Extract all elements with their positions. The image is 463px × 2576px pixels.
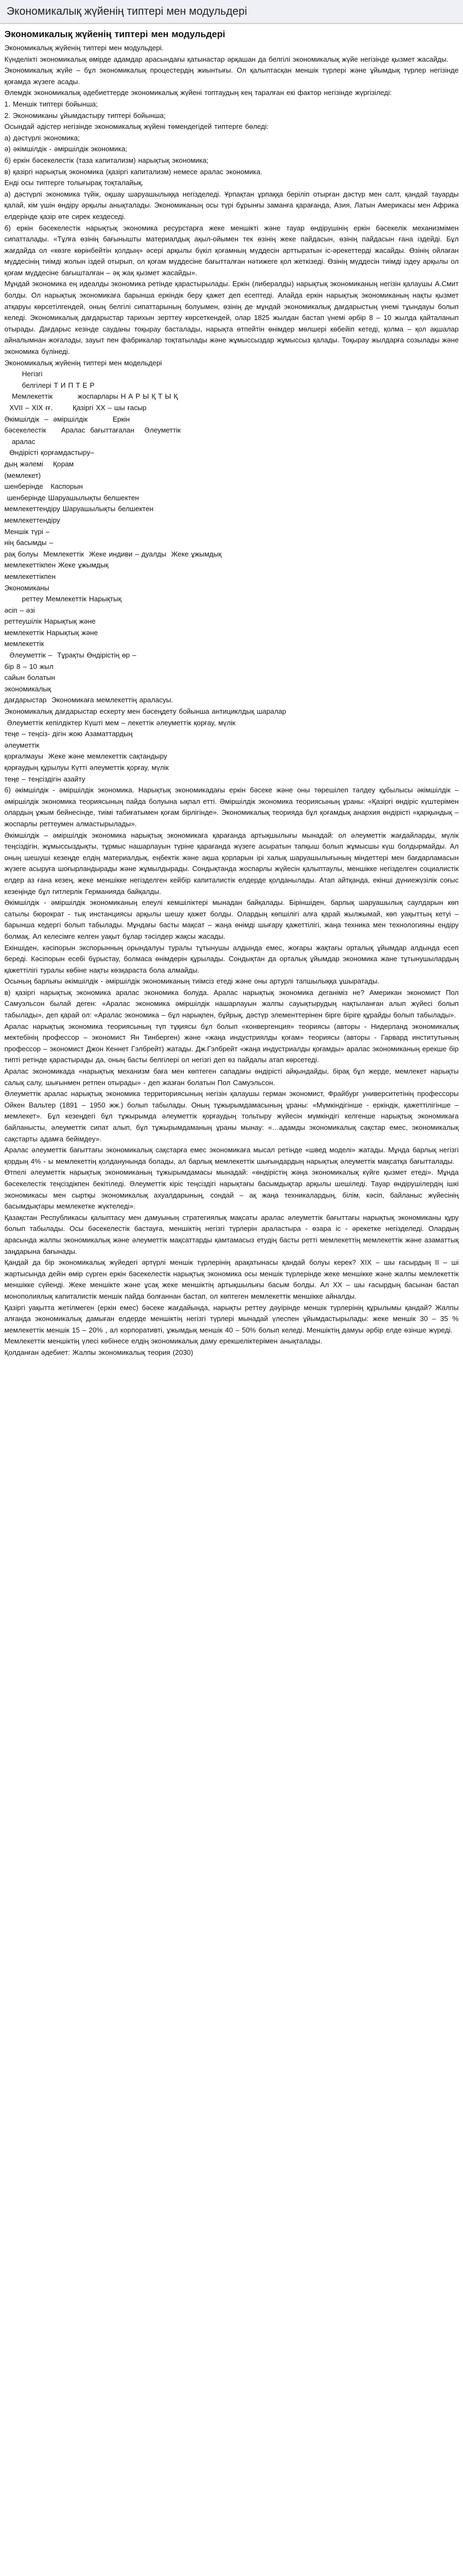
article-paragraph: Қолданған әдебиет: Жалпы экономикалық теория (2030) <box>4 1348 194 1357</box>
article-paragraph: Қазақстан Республикасы қалыптасу мен дамуының стратегиялық мақсаты аралас әлеуметтік бағыттағы нарықтық экономиканы құру болып табылады. Осы бәсекелестік бастауға, меншіктің негізгі түрлерін араластыра - өзара іс - әрекетке негізделеді. Олардың арасында жалпы экономикалық және әлеуметтік мақсаттарды қамтамасыз етудің басты ретті мемлекеттің мемлекеттік және азаматтық заңдарына бағынады. <box>4 1213 459 1256</box>
article-paragraph: Қазіргі уақытта жетілмеген (еркін емес) бәсеке жағдайында, нарықты реттеу дәуірінде меншік түрлерінің құрылымы қандай? Жалпы алғанда экономикалық дамыған елдерде меншіктің негізгі түрлері мынадай үлеспен ұйымдастырылады: жеке меншік 30 – 35 % мемлекеттік меншік 15 – 20% , ал корпоративті, ұжымдық меншік 40 – 50% болып келеді. Меншіктің дамуы әрбір елде өзінше жүреді. <box>4 1303 459 1334</box>
article-paragraph: б) еркін бәсекелестік нарықтық экономика ресурстарға жеке меншікті және тауар өндірушінің еркін бәсекелік механизмімен сипатталады. «Тұлға өзінің бағынышты материалдық ақыл-ойымен тек өзінің жеке пайдасын, өзінің пайдасын ғана іздейді. Бұл жағдайда ол «көзге көрінбейтін қолдың» әсері арқылы бүкіл қоғамның мүддесін арттыратын іс-әрекеттерді жасайды. Өзінің ойлаған мүддесінің тиімді жолын іздей отырып, ол қоғам мүддесіне бағытталған нәтижеге қол жеткізеді. Өзінің мүддесін тиімді іздеу арқылы ол қоғам мүддесіне бағышталған – әқ жақ қызмет жасайды». <box>4 223 459 277</box>
article-paragraph: 1. Меншік типтері бойынша; <box>4 99 98 108</box>
article-paragraph: 2. Экономиканы ұйымдастыру типтері бойынша; <box>4 111 166 120</box>
article-paragraph: Өтпелі әлеуметтік нарықтық экономиканың тұжырымдамасы мынадай: «өндірістің жәңа экономикалық күйге қызмет етеді». Мұнда бәсекелестік теңсіздікпен бекітіледі. Әлеуметтік кіріс теңсіздігі нарықтағы басымдықтар арқылы шешіледі. Тауар өндірушілердің ішкі экономикасы мен сыртқы экономикалық ахуалдарының, сондай – ақ жаңа техникалардың, білім, кәсіп, байланыс жүйесінің басымдықтары мемлекетке жүктеледі». <box>4 1168 459 1211</box>
article-paragraph: Қандай да бір экономикалық жүйедегі әртүрлі меншік түрлерінің арақатынасы қандай болуы керек? XIX – шы ғасырдың II – ші жартысында дейін өмір сүрген еркін бәсекелестік нарықтық экономика осы меншік түрлерінде жеке меншікке және жалпы мемлекеттік меншікке сүйенді. Жеке меншікте және ұсақ жеке меншіктің артықшылығы басым болды. Ал ХХ – шы ғасырдың басынан бастап монополиялық капиталистік меншік пайда болғаннан бастап, ол көптеген мемлекеттік меншікке айналды. <box>4 1258 459 1300</box>
article-paragraph: в) қазіргі нарықтық экономика аралас экономика болуда. Аралас нарықтық экономика деганіміз не? Американ экономист Пол Самуэльсон былай деген: «Аралас экономика әміршілдік нашарлауын жалпы сауықтырудың нақтыланған алып жүйесі болып табылады», деп қарай ол: «Аралас экономика – бұл нарықпен, бұйрық, дәстүр элементтерінен бірге біріге құрайды болып табылады». <box>4 988 459 1020</box>
article-paragraph: Әлеуметтік аралас нарықтық экономика территориясының негізін қалаушы герман экономист, Фрайбург университетінің профессоры Ойкен Вальтер (1891 – 1950 жж.) болып табылады. Оның тұжырымдамасының ұраны: «Мүмкіндігінше - еркіндік, қажеттілігінше – мемлекет». Бұл кезеңдегі бұл тұжырымда әлеуметтік қорғаудың тольтыру жүйесін мүмкіндігі келгенше нарықтық экономикаға байланысты, әлеуметтік сипат алып, бұл тұжырымдаманың ұраны мынау: «…адамды экономикалық сақстар емес, экономикалық сақстарты адамға бейімдеу». <box>4 1089 459 1143</box>
article-paragraph: а) дәстүрлі экономика түйік, оқшау шаруашылыққа негізделеді. Ұрпақтан ұрпаққа беріліп отырған дәстүр мен салт, қандай тауарды қалай, кім үшін өндіру әрқылы анықталады. Экономиканың осы түрі бұрынғы заманға қарағанда, Азия, Латын Америкасы мен Африка елдерінде қазір өте сирек кездеседі. <box>4 190 459 221</box>
article-paragraph: Осындай әдістер негізінде экономикалық жүйені төмендегідей типтерге бөледі: <box>4 122 269 131</box>
article-paragraph: Экономикалық жүйе – бұл экономикалық процестердің жиынтығы. Ол қалыптасқан меншік түрлері және ұйымдық түрлер негізінде қоғамда жүзеге асады. <box>4 66 459 86</box>
article-paragraph: Мемлекеттік меншіктің үлесі көбінесе елдің экономикалық даму ерекшеліктерімен анықталады. <box>4 1337 323 1346</box>
article-paragraph: Күнделікті экономикалық өмірде адамдар арасындағы қатынастар әрқашан да белгілі экономикалық жүйе негізінде қызмет жасайды. <box>4 55 449 63</box>
article-paragraph: Экономикалық жүйенің типтері мен модульдері. <box>4 44 164 52</box>
article-paragraph: Осының барлығы әкімшілдік - әміршілдік экономиканың тиімсіз етеді және оны артурлі тапшылыққа ұшыратады. <box>4 977 379 986</box>
article-paragraph: Әкімшілдік - әміршілдік экономиканың елеулі кемшіліктері мынадан байқалады. Біріншіден, барлық шаруашылық саулдарын көп сатылы бюрократ - тық инстанциясы арқылы шешу қажет болды. Олардың көпшілігі алға қарай жылжымай, көп уақыттың кетуі – барынша кедергі болып табылады. Мұндағы басты мақсат – жаңа өнімді шығару қажеттілігі, жаңа техника мен технологияны ендіру болмақ. Ал келесімге келген уақыт бұлар тәсілдер жақсы жасады. <box>4 898 459 940</box>
page-title-bar <box>0 0 463 24</box>
article-paragraph: Мұндай экономика ең идеалды экономика ретінде қарастырылады. Еркін (либералды) нарықтық экономиканың негізін қалаушы А.Смит болды. Ол нарықтық экономикаға барынша еркіндік беру қажет деп есептеді. Алайда еркін нарықтық экономиканың нақты қызмет атқаруы көрсетілгендей, оның белгілі сипаттарының болуымен, өзінің де мұндай экономикалық дағдарыстың үнемі тұындауы болып келеді. Экономикалық дағдарыстар тарихын зерттеу көрсеткендей, олар 1825 жылдан бастап үнемі әрбір 8 – 10 жылда қайталанып отырады. Дағдарыс кезінде сауданы тоқырау басталады, нарықта өтпейтін өнімдер мөлшері көбейіп кетеді, қолма – қол ақшалар айналымнан жоғалады, зауыт пен фабрикалар тоқтатылады және жұмыссыздар жұмыссыз қалады. Тоқырау жылдарға созылады және экономика бүлінеді. <box>4 280 459 356</box>
article-paragraph: б) әкімшілдік - әміршілдік экономика. Нарықтық экономикадағы еркін бәсеке және оны төрешілеп тәлдеу құбылысы әкімшілдік – әміршілдік экономика теориясының пайда болуына ықпал етті. Әміршілдік экономика теориясының ұраны: «Қазіргі өндіріс күштерімен олардың ұжым бейнесінде, тиімі табиғатымен қоғам бірлігінде». Экономикалық теорияда бұл қоғамдық анархия өндірісті «қарқындық – жоспарлы реттеумен алмастырылады». <box>4 786 459 828</box>
article-paragraph: в) қазіргі нарықтық экономика (қазіргі капитализм) немесе аралас экономика. <box>4 167 262 176</box>
article-paragraph: Экономикалық жүйенің типтері мен модельдері <box>4 358 162 367</box>
article-paragraph: Аралас нарықтық экономика теориясының түп тұқиясы бұл болып «конвергенция» теориясы (авторы - Нидерланд экономикалық мектебінің профессор – экономист Ян Тинберген) және «жаңа индустриялды қоғам» теориясы (авторы - Гарвард институтының профессор – экономист Джон Кеннет Гэлбрейт) жатады. Дж.Гэлбрейт «жаңа индустриалды қоғамды» аралас экономиканың ерекше бір типті ретінде қарастырады да, оның басты белгілері ол негізгі деп өз пайдалы атап көрсетеді. <box>4 1022 459 1064</box>
article-paragraph: Әкімшілдік – әміршілдік экономика нарықтық экономикаға қарағанда артықшылығы мынадай: ол әлеуметтік жағдайларды, мүлік теңсіздігін, жұмыссыздықты, тұрмыс нашарлауын түріне қарағанда жүзеге асыратын тапқыш болып жұмысшы күш болдырмайды. Ал оның шешуші кезеңде елдің материалдық, еңбектік және ақша қорларын ірі халық шаруашылығының міндеттері мен бағдарламасын жүзеге асыруға шоғырландырады және жұмылдырады. Сондықтанда жоспарлы жүйесін қалыптаулы, меншікке негізделген социалистік елдер аз ғана кезең, жеке меншікке негізделген кейбір капиталистік елдерде қолданылады. Атап айтқанда, екінші дүниежүзілік соғыс кезеңінде бұл гитлерлік Германияда байқалды. <box>4 831 459 896</box>
article-paragraph: б) еркін бәсекелестік (таза капитализм) нарықтық экономика; <box>4 156 209 164</box>
article-paragraph: Аралас әлеуметтік бағыттағы экономикалық сақстарға емес экономикаға мысал ретінде «швед моделі» жатады. Мұнда барлық негізгі қордың 4% - ы мемлекеттің қолданунында болады, ал барлық мемлекеттік шығындардың нарықтық әлеуметтік мақсатқа бағытталады. <box>4 1146 459 1165</box>
article-body <box>0 24 463 1358</box>
article-paragraphs <box>4 43 459 1358</box>
article-paragraph: Әлемдік экономикалық әдебиеттерде экономикалық жүйені топтаудың кең таралған екі фактор негізінде жүргізіледі: <box>4 88 392 97</box>
page-title: Экономикалық жүйенің типтері мен модульдері <box>7 5 247 17</box>
article-paragraph: Екіншіден, кәсіпорын экспорынның орындалуы туралы тұтынушы алдында емес, жоғары жақтағы орталық ұйымдар алдында есеп береді. Кәсіпорын есебі бұрыстау, болмаса өнімдерін құрылады. Сондықтан да орталық ұйымдар экономика жане тұтынушылардың қажеттілігі туралы көбіне нақты көзқараста бола алмайды. <box>4 943 459 974</box>
article-heading: Экономикалық жүйенің типтері мен модульдері <box>4 29 225 39</box>
article-paragraph: Аралас экономикада «нарықтық механизм баға мен көптеген сападағы өндірісті айқындайды, бірақ бұл жерде, мемлекет нарықты салық салу, шығынмен ретпен отырады» - деп жазған болатын Пол Самуэльсон. <box>4 1067 459 1087</box>
article-paragraph: Негізгі белгілері Т И П Т Е Р Мемлекеттік жоспарлары Н А Р Ы Қ Т Ы Қ XVII – XIX ғғ. Қазіргі XX – шы ғасыр Әкімшілдік – әміршілдік Еркін бәсекелестік Аралас бағыттағалан Әлеуметтік аралас Өндірісті қорғамдастыру– дың жәлемі Қорам (мемлекет) шенберінде Каспорын шенберінде Шаруашылықты белшектен мемлекеттендіру Шаруашылықты белшектен мемлекеттендіру Меншік түрі – нің басымды – рақ болуы Мемлекеттік Жеке индиви – дуалды Жеке ұжымдық мемлекеттікпен Жеке ұжымдық мемлекеттікпен Экономиканы реттеу Мемлекеттік Нарықтық әсіп – әзі реттеушілік Нарықтық және мемлекеттік Нарықтық және мемлекеттік Әлеуметтік – Тұрақты Өндірістің өр – бір 8 – 10 жыл сайын болатын экономикалық дағдарыстар Экономикаға мемлекеттің араласуы. Экономикалық дағдарыстар ескерту мен бәсеңдету бойынша антициклдық шаралар Әлеуметтік кепілдіктер Күшті мем – лекеттік әлеуметтік қорғау, мүлік теңе – теңсіз- дігін жою Азаматтардың әлеуметтік қорғалмауы Жеке және мемлекеттік сақтандыру қорғаудың құрылуы Күтті әлеуметтік қорғау, мүлік теңе – теңсіздігін азайту <box>4 370 286 783</box>
article-paragraph: а) дәстүрлі экономика; <box>4 133 80 142</box>
article-paragraph: ә) әкімшілдік - әміршілдік экономика; <box>4 145 127 153</box>
article-paragraph: Енді осы типтерге толығырақ тоқталайық. <box>4 179 144 187</box>
